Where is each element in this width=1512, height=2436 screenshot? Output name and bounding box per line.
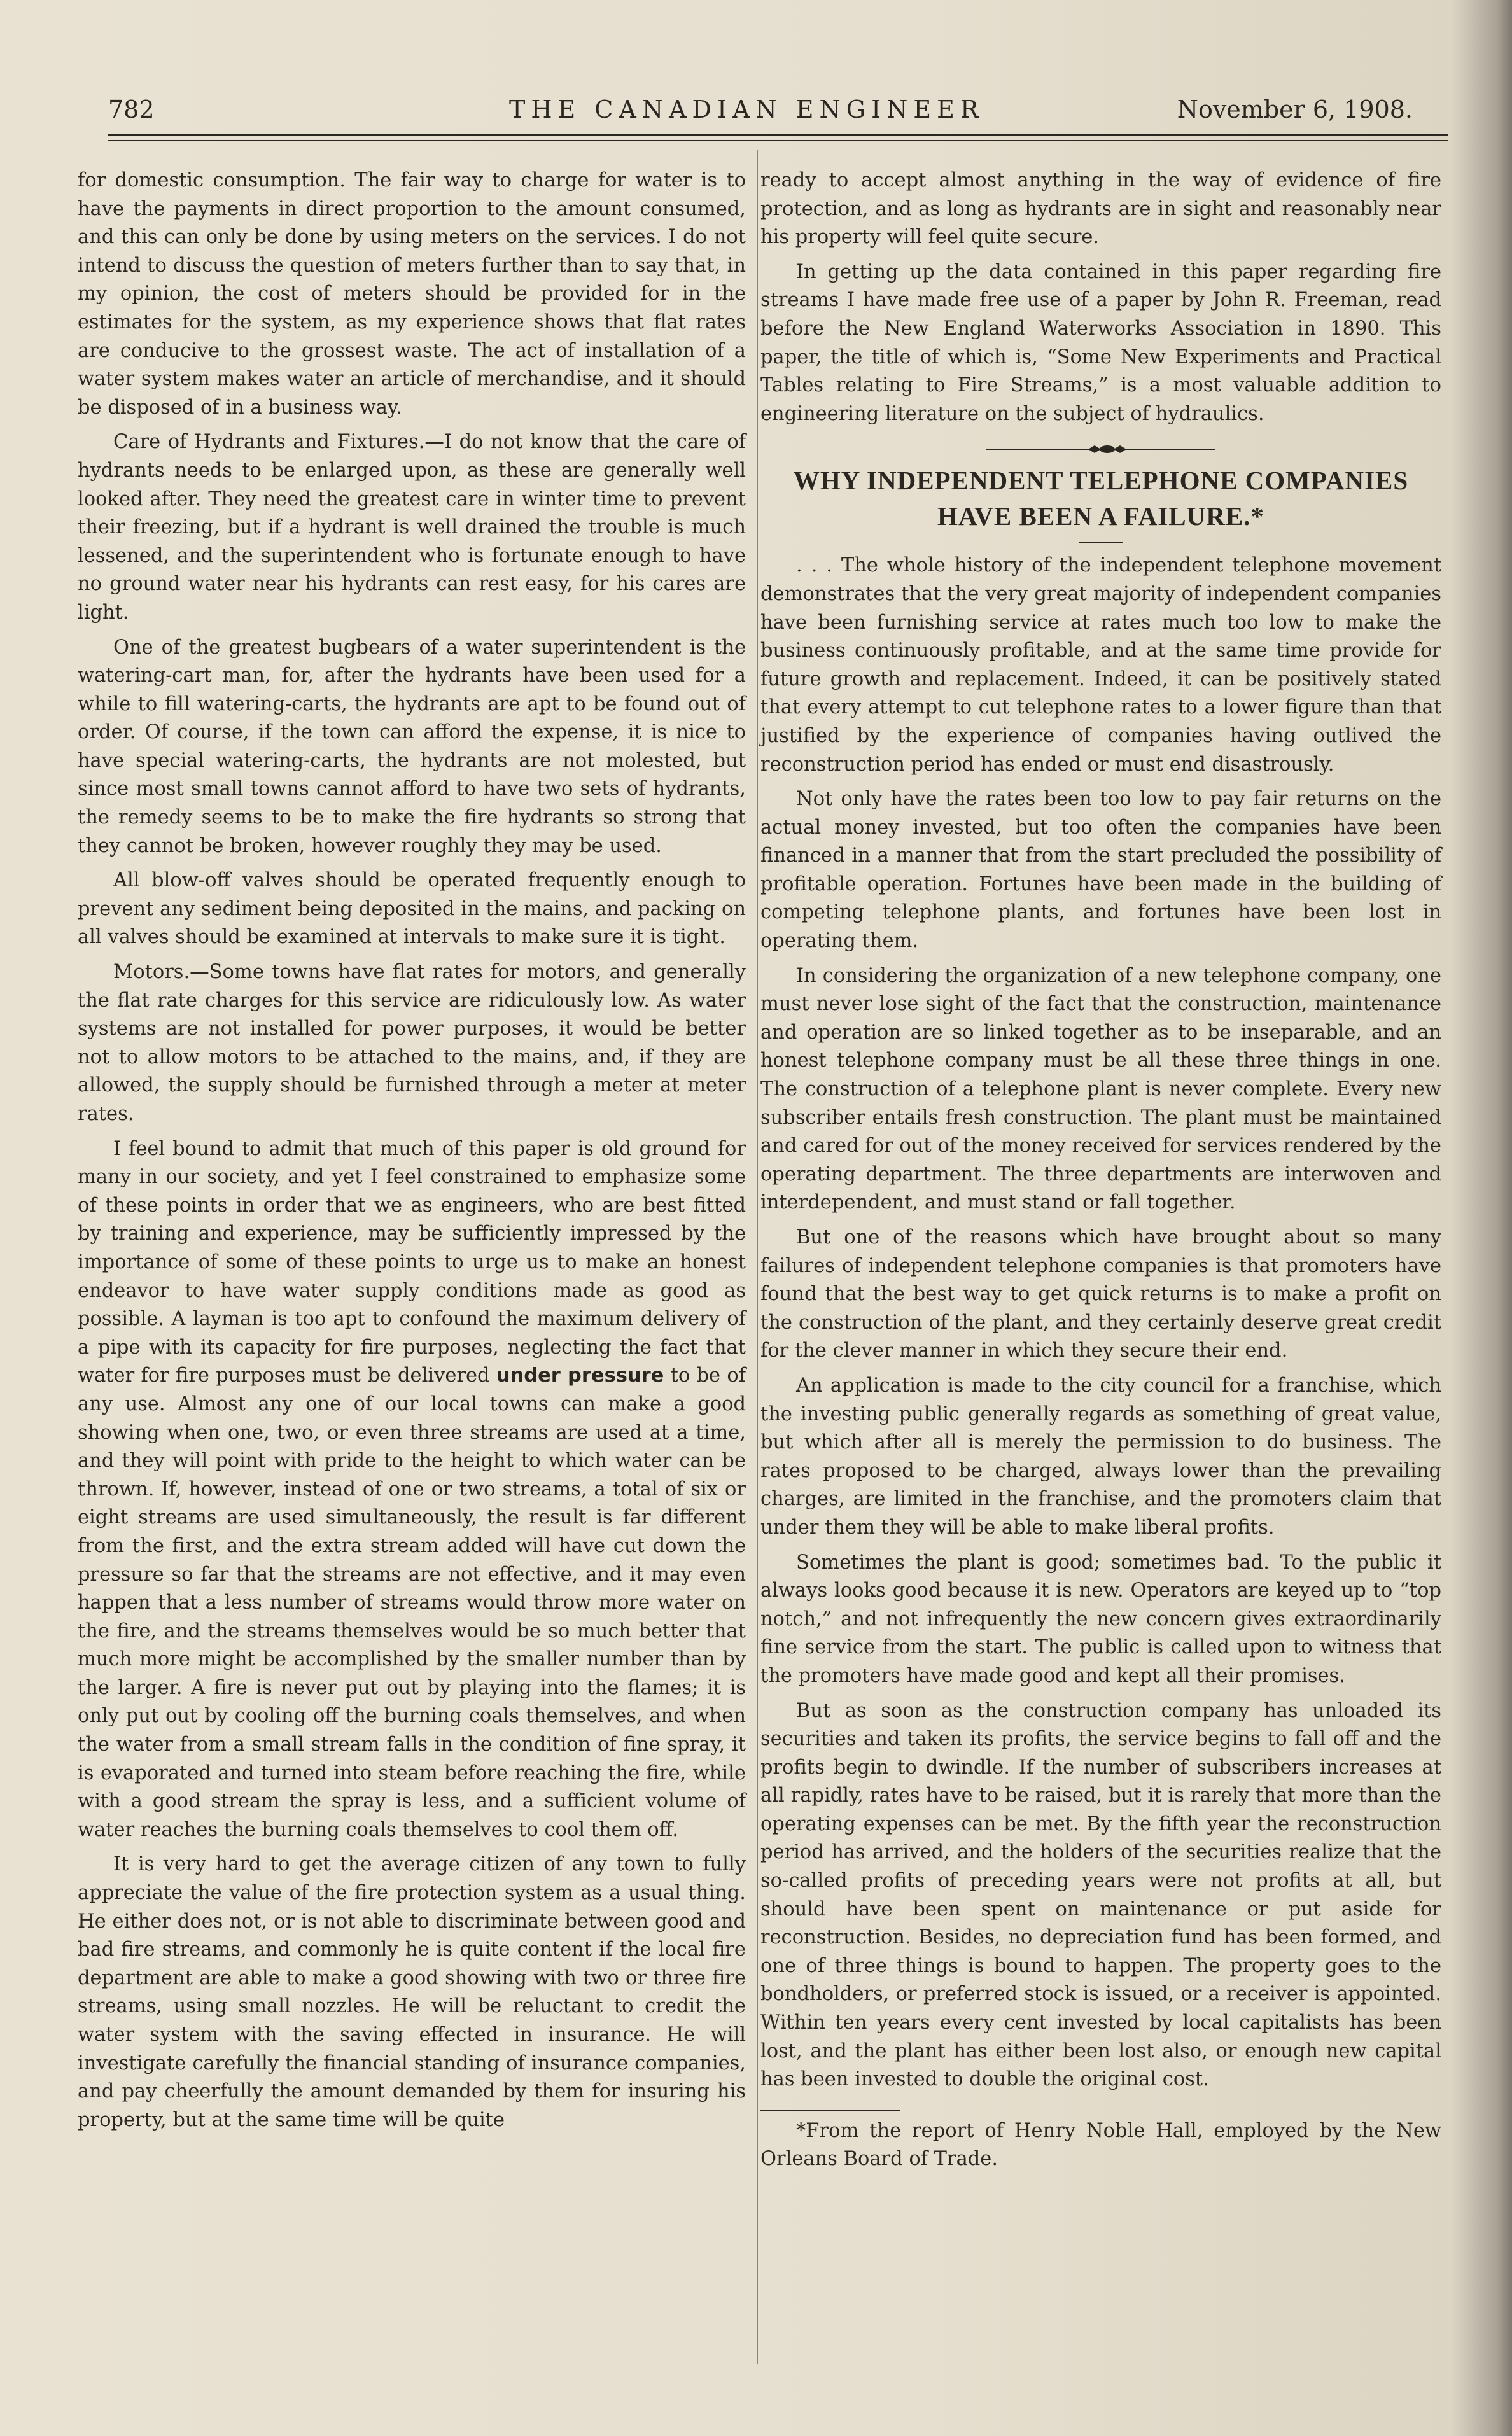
section-ornament xyxy=(760,436,1441,455)
paragraph: But as soon as the construction company has unloaded its securities and taken its profits, the service begins to fall off and the profits begin to dwindle. If the number of subscribers increases at all rapidly, rates have to be raised, but it is rarely that more than the operating expenses can be met. By the fifth year the reconstruction period has arrived, and the holders of the securities realize that the so-called profits of preceding years were not profits at all, but should have been spent on maintenance or put aside for reconstruction. Besides, no depreciation fund has been formed, and one of three things is bound to happen. The property goes to the bondholders, or preferred stock is issued, or a receiver is appointed. Within ten years every cent invested by local capitalists has been lost, and the plant has either been lost also, or enough new capital has been invested to double the original cost. xyxy=(760,1699,1441,2091)
left-column xyxy=(78,167,746,2141)
paragraph: In considering the organization of a new telephone company, one must never lose sight of the fact that the construction, maintenance and operation are so linked together as to be inseparable, and an honest telephone company must be all these three things in one. The construction of a telephone plant is never complete. Every new subscriber entails fresh construction. The plant must be maintained and cared for out of the money received for services rendered by the operating department. The three departments are interwoven and interdependent, and must stand or fall together. xyxy=(760,964,1441,1214)
paragraph: ready to accept almost anything in the way of evidence of fire protection, and as long as hydrants are in sight and reasonably near his property will feel quite secure. xyxy=(760,169,1441,249)
heading-rule xyxy=(1079,542,1123,543)
paragraph-text: I feel bound to admit that much of this paper is old ground for many in our society, and yet I feel constrained to emphasize some of these points in order that we as engineers, who are best fitted by training and experience, may be sufficiently impressed by the importance of some of these points to urge us to make an honest endeavor to have water supply conditions made as good as possible. A layman is too apt to confound the maximum delivery of a pipe with its capacity for fire purposes, neglecting the fact that water for fire purposes must be delivered xyxy=(78,1137,746,1387)
column-divider xyxy=(757,150,758,2364)
header-rule-bottom xyxy=(108,140,1448,141)
paragraph: Sometimes the plant is good; sometimes bad. To the public it always looks good because it is new. Operators are keyed up to “top notch,” and not infrequently the new concern gives extraordinarily fine service from the start. The public is called upon to witness that the promoters have made good and kept all their promises. xyxy=(760,1551,1441,1687)
paragraph-text: to be of any use. Almost any one of our local towns can make a good showing when one, two, or even three streams are used at a time, and they will point with pride to the height to which water can be thrown. If, however, instead of one or two streams, a total of six or eight streams are used simultaneously, the result is far different from the first, and the extra stream added will have cut down the pressure so far that the streams are not effective, and it may even happen that a less number of streams would throw more water on the fire, and the streams themselves would be so much better that much more might be accomplished by the smaller number than by the larger. A fire is never put out by playing into the flames; it is only put out by cooling off the burning coals themselves, and when the water from a small stream falls in the condition of fine spray, it is evaporated and turned into steam before reaching the fire, while with a good stream the spray is less, and a sufficient volume of water reaches the burning coals themselves to cool them off. xyxy=(78,1364,746,1841)
paragraph: It is very hard to get the average citizen of any town to fully appreciate the value of the fire protection system as a usual thing. He either does not, or is not able to discriminate between good and bad fire streams, and commonly he is quite content if the local fire department are able to make a good showing with two or three fire streams, using small nozzles. He will be reluctant to credit the water system with the saving effected in insurance. He will investigate carefully the financial standing of insurance companies, and pay cheerfully the amount demanded by them for insuring his property, but at the same time will be quite xyxy=(78,1853,746,2131)
emphasis-text: under pressure xyxy=(496,1364,664,1387)
right-column xyxy=(760,167,1441,2180)
publication-title: THE CANADIAN ENGINEER xyxy=(509,95,984,123)
issue-date: November 6, 1908. xyxy=(1177,95,1413,123)
paragraph: An application is made to the city council for a franchise, which the investing public generally regards as something of great value, but which after all is merely the permission to do business. The rates proposed to be charged, always lower than the prevailing charges, are limited in the franchise, and the promoters claim that under them they will be able to make liberal profits. xyxy=(760,1374,1441,1539)
page-header xyxy=(108,95,1413,134)
paragraph: for domestic consumption. The fair way to charge for water is to have the payments in direct proportion to the amount consumed, and this can only be done by using meters on the services. I do not intend to discuss the question of meters further than to say that, in my opinion, the cost of meters should be provided for in the estimates for the system, as my experience shows that flat rates are conducive to the grossest waste. The act of installation of a water system makes water an article of merchandise, and it should be disposed of in a business way. xyxy=(78,169,746,419)
article-heading: WHY INDEPENDENT TELEPHONE COMPANIES HAVE BEEN A FAILURE.* xyxy=(793,466,1409,531)
paragraph: Care of Hydrants and Fixtures.—I do not know that the care of hydrants needs to be enlarged upon, as these are generally well looked after. They need the greatest care in winter time to prevent their freezing, but if a hydrant is well drained the trouble is much lessened, and the superintendent who is fortunate enough to have no ground water near his hydrants can rest easy, for his cares are light. xyxy=(78,431,746,624)
paragraph: Not only have the rates been too low to pay fair returns on the actual money invested, but too often the companies have been financed in a manner that from the start precluded the possibility of profitable operation. Fortunes have been made in the building of competing telephone plants, and fortunes have been lost in operating them. xyxy=(760,788,1441,953)
paragraph: In getting up the data contained in this paper regarding fire streams I have made free use of a paper by John R. Freeman, read before the New England Waterworks Association in 1890. This paper, the title of which is, “Some New Experiments and Practical Tables relating to Fire Streams,” is a most valuable addition to engineering literature on the subject of hydraulics. xyxy=(760,260,1441,425)
paragraph: . . . The whole history of the independent telephone movement demonstrates that the very great majority of independent companies have been furnishing service at rates much too low to make the business continuously profitable, and at the same time provide for future growth and replacement. Indeed, it can be positively stated that every attempt to cut telephone rates to a lower figure than that justified by the experience of companies having outlived the reconstruction period has ended or must end disastrously. xyxy=(760,554,1441,776)
header-rule-top xyxy=(108,134,1448,136)
paragraph xyxy=(78,1135,746,1845)
page-number: 782 xyxy=(108,95,155,123)
paragraph: But one of the reasons which have brought about so many failures of independent telephone companies is that promoters have found that the best way to get quick returns is to make a profit on the construction of the plant, and they certainly deserve great credit for the clever manner in which they secure their end. xyxy=(760,1226,1441,1362)
paragraph: All blow-off valves should be operated frequently enough to prevent any sediment being deposited in the mains, and packing on all valves should be examined at intervals to make sure it is tight. xyxy=(78,869,746,949)
footnote-rule xyxy=(760,2110,900,2111)
paragraph: One of the greatest bugbears of a water superintendent is the watering-cart man, for, after the hydrants have been used for a while to fill watering-carts, the hydrants are apt to be found out of order. Of course, if the town can afford the expense, it is nice to have special watering-carts, the hydrants are not molested, but since most small towns cannot afford to have two sets of hydrants, the remedy seems to be to make the fire hydrants so strong that they cannot be broken, however roughly they may be used. xyxy=(78,636,746,857)
paragraph: Motors.—Some towns have flat rates for motors, and generally the flat rate charges for this service are ridiculously low. As water systems are not installed for power purposes, it would be better not to allow motors to be attached to the mains, and, if they are allowed, the supply should be furnished through a meter at meter rates. xyxy=(78,961,746,1125)
footnote: *From the report of Henry Noble Hall, employed by the New Orleans Board of Trade. xyxy=(760,2119,1441,2171)
